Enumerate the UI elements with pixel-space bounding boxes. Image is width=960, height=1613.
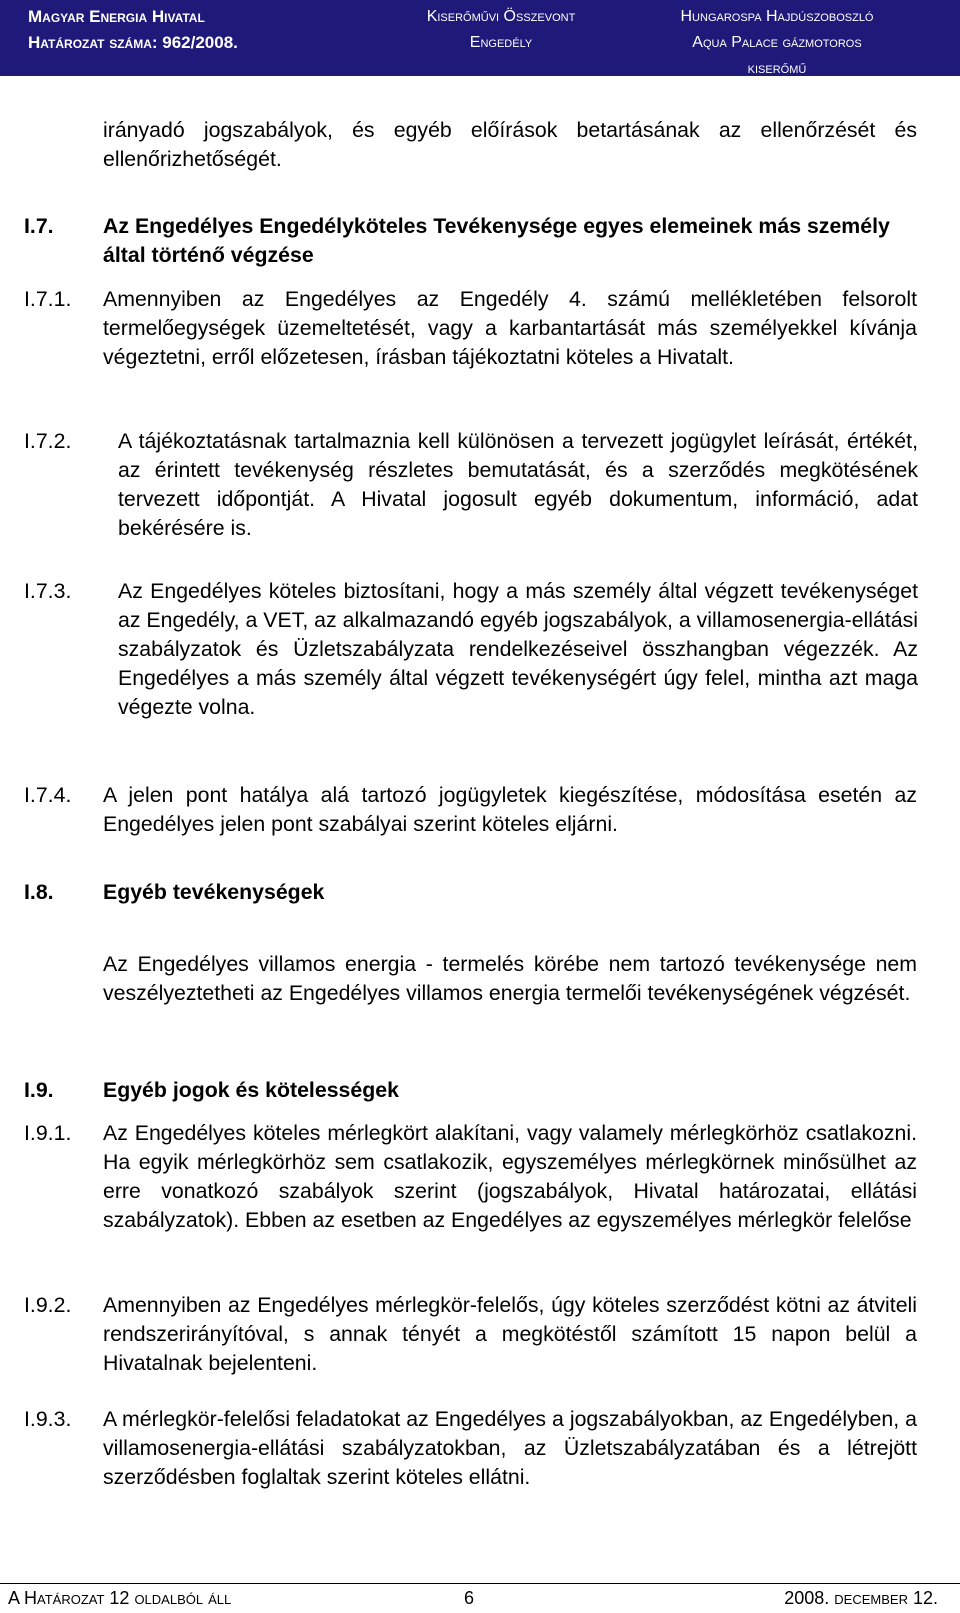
header-decision-number: Határozat száma: 962/2008.	[28, 33, 238, 52]
page-footer	[0, 1583, 960, 1613]
section-number-i9: I.9.	[24, 1078, 54, 1102]
header-authority	[28, 4, 238, 56]
paragraph-i72: A tájékoztatásnak tartalmaznia kell különösen a tervezett jogügylet leírását, értékét, az érintett tevékenység részletes bemutatását, és a szerződés megkötésének tervezett időpontját. A Hivatal jogosult egyéb dokumentum, információ, adat bekérésére is.	[118, 429, 918, 540]
section-title-i8: Egyéb tevékenységek	[103, 880, 325, 904]
paragraph-i92: Amennyiben az Engedélyes mérlegkör-felelős, úgy köteles szerződést kötni az átviteli rendszerirányítóval, s annak tényét a megkötéstől számított 15 napon belül a Hivatalnak bejelenteni.	[103, 1293, 917, 1375]
section-number-i91: I.9.1.	[24, 1121, 72, 1145]
header-license-line2: Engedély	[469, 34, 533, 51]
section-number-i72: I.7.2.	[24, 429, 72, 453]
document-header	[0, 0, 960, 76]
header-authority-name: Magyar Energia Hivatal	[28, 7, 205, 26]
paragraph-i93: A mérlegkör-felelősi feladatokat az Engedélyes a jogszabályokban, az Engedélyben, a villamosenergia-ellátási szabályzatokban, az Üzletszabályzatában és a létrejött szerződésben foglaltak szerint köteles ellátni.	[103, 1407, 917, 1489]
section-number-i74: I.7.4.	[24, 783, 72, 807]
header-licensee-line2: Aqua Palace gázmotoros	[692, 34, 862, 51]
section-title-i9: Egyéb jogok és kötelességek	[103, 1078, 399, 1102]
header-license-line1: Kiserőművi Összevont	[426, 8, 576, 25]
section-number-i73: I.7.3.	[24, 579, 72, 603]
footer-page-number: 6	[464, 1588, 475, 1608]
paragraph-i91: Az Engedélyes köteles mérlegkört alakítani, vagy valamely mérlegkörhöz csatlakozni. Ha egyik mérlegkörhöz sem csatlakozik, egyszemélyes mérlegkörnek minősülhet az erre vonatkozó szabályok szerint (jogszabályok, Hivatal határozatai, ellátási szabályzatok). Ebben az esetben az Engedélyes az egyszemélyes mérlegkör felelőse	[103, 1121, 917, 1232]
paragraph-i71: Amennyiben az Engedélyes az Engedély 4. számú mellékletében felsorolt termelőegységek üzemeltetését, vagy a karbantartását más személyekkel kívánja végeztetni, erről előzetesen, írásban tájékoztatni köteles a Hivatalt.	[103, 287, 917, 369]
section-number-i8: I.8.	[24, 880, 54, 904]
header-licensee-line3: kiserőmű	[747, 60, 807, 77]
header-licensee	[624, 4, 930, 82]
header-licensee-line1: Hungarospa Hajdúszoboszló	[680, 8, 874, 25]
section-number-i71: I.7.1.	[24, 287, 72, 311]
footer-page-count: A Határozat 12 oldalból áll	[8, 1588, 232, 1608]
header-license-type	[390, 4, 612, 56]
intro-paragraph: irányadó jogszabályok, és egyéb előírások betartásának az ellenőrzését és ellenőrizhetőségét.	[103, 118, 917, 171]
paragraph-i74: A jelen pont hatálya alá tartozó jogügyletek kiegészítése, módosítása esetén az Engedélyes jelen pont szabályai szerint köteles eljárni.	[103, 783, 917, 836]
paragraph-i73: Az Engedélyes köteles biztosítani, hogy a más személy által végzett tevékenységet az Engedély, a VET, az alkalmazandó egyéb jogszabályok, a villamosenergia-ellátási szabályzatok és Üzletszabályzata rendelkezéseivel összhangban végezzék. Az Engedélyes a más személy által végzett tevékenységért úgy felel, mintha azt maga végezte volna.	[118, 579, 918, 719]
section-number-i7: I.7.	[24, 214, 54, 238]
section-number-i93: I.9.3.	[24, 1407, 72, 1431]
footer-date: 2008. december 12.	[784, 1588, 938, 1608]
section-number-i92: I.9.2.	[24, 1293, 72, 1317]
section-title-i7: Az Engedélyes Engedélyköteles Tevékenysége egyes elemeinek más személy által történő végzése	[103, 214, 890, 267]
paragraph-i8: Az Engedélyes villamos energia - termelés körébe nem tartozó tevékenysége nem veszélyeztetheti az Engedélyes villamos energia termelői tevékenységének végzését.	[103, 952, 917, 1005]
